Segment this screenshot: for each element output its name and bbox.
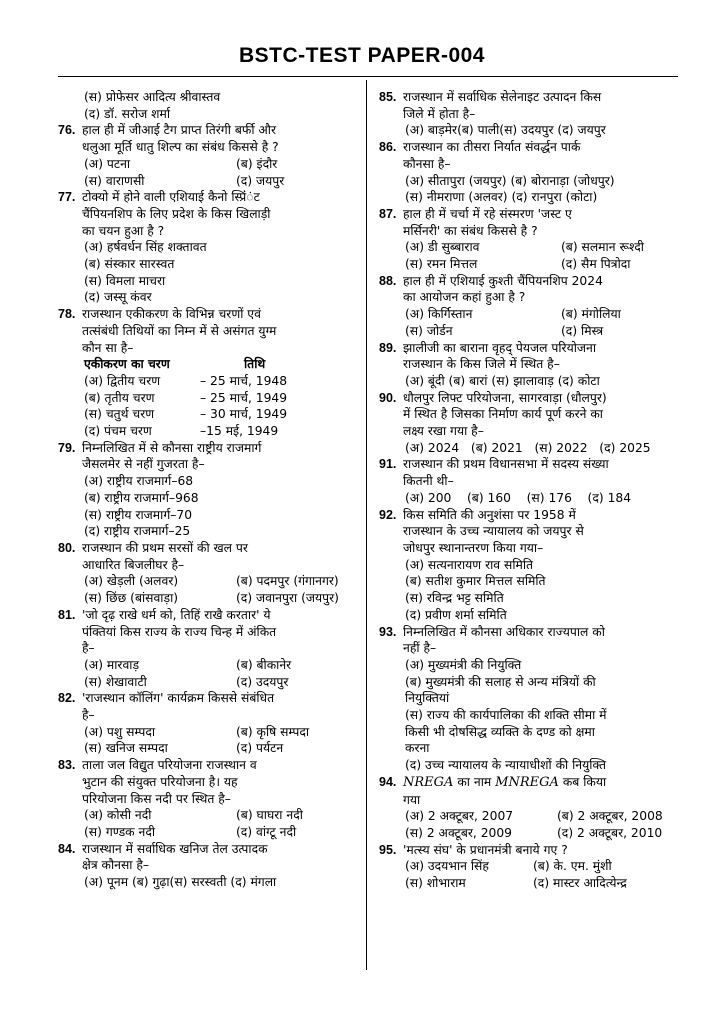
option: (स) नीमराणा (अलवर) (द) रानपुरा (कोटा) (405, 190, 598, 205)
option: (अ) पूनम (ब) गुढ़ा(स) सरस्वती (द) मंगला (84, 875, 277, 890)
option: (अ) बूंदी (ब) बारां (स) झालावाड़ (द) कोटा (405, 373, 600, 388)
question-78 (58, 306, 358, 356)
option: (द) मास्टर आदित्येन्द्र (533, 876, 627, 891)
question-number: 91. (379, 457, 397, 472)
option: (द) उदयपुर (236, 674, 289, 689)
question-text: का चयन हुआ है ? (82, 223, 165, 238)
question-text: 'मत्स्य संघ' के प्रधानमंत्री बनाये गए ? (403, 842, 568, 857)
question-text: धौलपुर लिफ्ट परियोजना, सागरवाड़ा (धौलपुर) (403, 390, 607, 405)
question-number: 92. (379, 507, 397, 522)
option: (अ) हर्षवर्धन सिंह शक्तावत (84, 240, 207, 255)
question-90 (379, 390, 683, 440)
option: (द) राष्ट्रीय राजमार्ग–25 (84, 524, 191, 539)
question-text: है– (82, 708, 95, 723)
option-row (383, 239, 683, 256)
question-text: है– (82, 641, 95, 656)
option: (ब) संस्कार सारस्वत (84, 257, 175, 272)
question-text: परियोजना किस नदी पर स्थित है– (82, 791, 231, 806)
question-text: नहीं है– (403, 641, 437, 656)
option: (द) प्रवीण शर्मा समिति (405, 607, 507, 622)
option-row (62, 173, 358, 190)
acronym: MNREGA (495, 774, 559, 790)
option-row (62, 573, 358, 590)
table-row (62, 423, 358, 440)
table-row (62, 406, 358, 423)
question-84 (58, 841, 358, 874)
page-title: BSTC-TEST PAPER-004 (239, 44, 485, 67)
option: (द) वांग्टू नदी (236, 824, 297, 839)
option: करना (405, 741, 430, 756)
question-number: 89. (379, 340, 397, 355)
question-text: जैसलमेर से नहीं गुजरता है– (82, 457, 205, 472)
question-number: 94. (379, 774, 397, 789)
option-row (383, 323, 683, 340)
question-87 (379, 206, 683, 239)
option: (स) 2 अक्टूबर, 2009 (405, 825, 513, 840)
option: नियुक्तियां (405, 691, 450, 706)
question-text: राजस्थान की प्रथम सरसों की खल पर (82, 540, 248, 555)
question-number: 76. (58, 123, 76, 138)
question-text: किस समिति की अनुशंसा पर 1958 में (403, 507, 576, 522)
acronym: NREGA (403, 774, 454, 790)
option: (स) वाराणसी (84, 173, 145, 188)
question-text: ताला जल विद्युत परियोजना राजस्थान व (82, 758, 257, 773)
question-text: धलुआ मूर्ति धातु शिल्प का संबंध किससे है ? (82, 140, 279, 155)
option: (स) रविन्द्र भट्ट समिति (405, 591, 504, 606)
question-text: कौन सा है– (82, 340, 134, 355)
question-number: 83. (58, 758, 76, 773)
question-number: 82. (58, 691, 76, 706)
option: (अ) सीतापुरा (जयपुर) (ब) बोरानाड़ा (जोधपुर) (405, 173, 615, 188)
table-cell: – 25 मार्च, 1948 (200, 373, 288, 388)
question-number: 78. (58, 307, 76, 322)
option: (अ) मारवाड़ (84, 657, 140, 672)
question-number: 85. (379, 90, 397, 104)
question-text: झालीजी का बाराना वृहद् पेयजल परियोजना (403, 340, 597, 355)
option: (अ) किर्गिस्तान (405, 307, 473, 322)
option-row (62, 807, 358, 824)
question-text: आधारित बिजलीघर है– (82, 557, 185, 572)
option: (द) 2 अक्टूबर, 2010 (557, 825, 663, 840)
right-column (379, 89, 683, 892)
option: (ब) मुख्यमंत्री की सलाह से अन्य मंत्रियों की (405, 674, 596, 689)
question-number: 77. (58, 190, 76, 205)
option: (द) डॉ. सरोज शर्मा (84, 106, 171, 121)
question-text: निम्नलिखित में कौनसा अधिकार राज्यपाल को (403, 624, 605, 639)
option: (स) गण्डक नदी (84, 824, 156, 839)
option: (ब) कृषि सम्पदा (236, 724, 310, 739)
option: (अ) 200 (ब) 160 (स) 176 (द) 184 (405, 490, 632, 505)
option: (अ) बाड़मेर(ब) पाली(स) उदयपुर (द) जयपुर (405, 123, 606, 138)
table-cell: (अ) द्वितीय चरण (84, 373, 161, 388)
option: (अ) खेड़ली (अलवर) (84, 574, 179, 589)
table-cell: – 30 मार्च, 1949 (200, 407, 288, 422)
option: (ब) 2 अक्टूबर, 2008 (557, 809, 663, 824)
option: (अ) उदयभान सिंह (405, 859, 489, 874)
left-column (58, 89, 358, 891)
option: (स) शेखावाटी (84, 674, 147, 689)
question-82 (58, 690, 358, 723)
option: (अ) 2024 (ब) 2021 (स) 2022 (द) 2025 (405, 440, 651, 455)
question-93 (379, 624, 683, 657)
question-text: राजस्थान का तीसरा निर्यात संवर्द्धन पार्क (403, 140, 581, 155)
table-row (62, 390, 358, 407)
question-89 (379, 340, 683, 373)
option: (द) पर्यटन (236, 741, 284, 756)
question-number: 93. (379, 624, 397, 639)
question-text: भुटान की संयुक्त परियोजना है। यह (82, 774, 238, 789)
option: (अ) मुख्यमंत्री की नियुक्ति (405, 657, 522, 672)
text-fragment: का नाम (453, 774, 496, 789)
option: (द) जवानपुरा (जयपुर) (236, 591, 339, 606)
question-text: 'राजस्थान कॉलिंग' कार्यक्रम किससे संबंधित (82, 691, 275, 706)
option: (ब) सतीश कुमार मित्तल समिति (405, 574, 546, 589)
option: (अ) पशु सम्पदा (84, 724, 156, 739)
question-77 (58, 189, 358, 239)
question-number: 86. (379, 140, 397, 155)
option-row (62, 824, 358, 841)
question-text: हाल ही में चर्चा में रहे संस्मरण 'जस्ट ए (403, 206, 572, 221)
table-cell: (ब) तृतीय चरण (84, 390, 155, 405)
option: (अ) सत्यनारायण राव समिति (405, 557, 534, 572)
question-text: हाल ही में एशियाई कुश्ती चैंपियनशिप 2024 (403, 273, 603, 288)
question-text: हाल ही में जीआई टैग प्राप्त तिरंगी बर्फी और (82, 123, 277, 138)
column-header: एकीकरण का चरण (84, 357, 170, 372)
question-text: कितनी थी– (403, 474, 454, 489)
option: (स) विमला माचरा (84, 273, 166, 288)
question-text: का आयोजन कहां हुआ है ? (403, 290, 526, 305)
question-80 (58, 540, 358, 573)
question-81 (58, 607, 358, 657)
question-text (403, 774, 683, 792)
question-text: कौनसा है– (403, 156, 451, 171)
question-text: राजस्थान में सर्वाधिक सेलेनाइट उत्पादन किस (403, 90, 602, 104)
question-text: चैंपियनशिप के लिए प्रदेश के किस खिलाड़ी (82, 206, 271, 221)
question-text: राजस्थान में सर्वाधिक खनिज तेल उत्पादक (82, 841, 268, 856)
question-text: टोक्यो में होने वाली एशियाई कैनो स्प्रिंंंट (82, 190, 260, 205)
table-cell: (द) पंचम चरण (84, 424, 152, 439)
option: (ब) राष्ट्रीय राजमार्ग–968 (84, 490, 199, 505)
question-79 (58, 440, 358, 473)
column-divider (366, 80, 367, 970)
option-row (383, 256, 683, 273)
question-text: 'जो दृढ़ राखे धर्म को, तिहिं राखै करतार' ये (82, 607, 271, 622)
option-row (62, 657, 358, 674)
question-92 (379, 507, 683, 557)
option-row (62, 156, 358, 173)
option: (ब) पदमपुर (गंगानगर) (236, 574, 339, 589)
question-text: में स्थित है जिसका निर्माण कार्य पूर्ण करने का (403, 407, 603, 422)
option: (द) जयपुर (236, 173, 285, 188)
question-text: जोधपुर स्थानान्तरण किया गया– (403, 540, 544, 555)
option: (ब) के. एम. मुंशी (533, 859, 612, 874)
question-88 (379, 273, 683, 306)
option: (द) उच्च न्यायालय के न्यायाधीशों की नियुक्ति (405, 758, 607, 773)
option: (स) राज्य की कार्यपालिका की शक्ति सीमा में (405, 708, 607, 723)
question-text: क्षेत्र कौनसा है– (82, 858, 150, 873)
option-row (62, 674, 358, 691)
question-number: 84. (58, 841, 76, 856)
question-number: 88. (379, 273, 397, 288)
question-text: राजस्थान की प्रथम विधानसभा में सदस्य संख्या (403, 457, 609, 472)
question-number: 87. (379, 206, 397, 221)
option-row (383, 306, 683, 323)
question-text: मर्सिनरी' का संबंध किससे है ? (403, 223, 538, 238)
question-95 (379, 842, 683, 859)
option: (स) खनिज सम्पदा (84, 741, 168, 756)
question-text: तत्संबंधी तिथियों का निम्न में से असंगत युग्म (82, 323, 277, 338)
title-rule (58, 76, 678, 77)
question-text: राजस्थान के किस जिले में स्थित है– (403, 357, 560, 372)
question-number: 80. (58, 540, 76, 555)
option: (ब) सलमान रूश्दी (561, 240, 644, 255)
question-91 (379, 456, 683, 489)
option: (द) जस्सू कंवर (84, 290, 152, 305)
option: किसी भी दोषसिद्ध व्यक्ति के दण्ड को क्षमा (405, 724, 595, 739)
option: (अ) पटना (84, 156, 131, 171)
option: (ब) घाघरा नदी (236, 808, 303, 823)
option: (अ) 2 अक्टूबर, 2007 (405, 809, 514, 824)
question-text: लक्ष्य रखा गया है– (403, 424, 484, 439)
option: (स) शोभाराम (405, 876, 466, 891)
table-header (62, 356, 358, 373)
question-76 (58, 122, 358, 155)
option-row (383, 808, 683, 825)
option-row (383, 825, 683, 842)
table-cell: – 25 मार्च, 1949 (200, 390, 288, 405)
question-text: निम्नलिखित में से कौनसा राष्ट्रीय राजमार्ग (82, 440, 262, 455)
column-header: तिथि (244, 357, 266, 372)
table-row (62, 373, 358, 390)
option: (अ) डी सुब्बाराव (405, 240, 480, 255)
question-number: 81. (58, 607, 76, 622)
text-fragment: कब किया (558, 774, 607, 789)
question-text: राजस्थान के उच्च न्यायालय को जयपुर से (403, 524, 584, 539)
option-row (383, 858, 683, 875)
option: (ब) बीकानेर (236, 657, 292, 672)
option: (स) छिंछ (बांसवाड़ा) (84, 591, 179, 606)
question-number: 79. (58, 440, 76, 455)
question-text: पंक्तियां किस राज्य के राज्य चिन्ह में अंकित (82, 624, 277, 639)
option: (ब) मंगोलिया (561, 307, 621, 322)
question-number: 95. (379, 842, 397, 857)
option: (अ) कोसी नदी (84, 808, 152, 823)
option: (द) सैम पित्रोदा (561, 257, 631, 272)
option: (ब) इंदौर (236, 156, 278, 171)
question-94 (379, 774, 683, 808)
question-text: जिले में होता है– (403, 106, 476, 121)
option: (स) प्रोफेसर आदित्य श्रीवास्तव (84, 90, 221, 104)
option-row (62, 740, 358, 757)
option: (स) राष्ट्रीय राजमार्ग–70 (84, 507, 193, 522)
table-cell: –15 मई, 1949 (200, 424, 279, 439)
table-cell: (स) चतुर्थ चरण (84, 407, 155, 422)
option-row (383, 875, 683, 892)
question-83 (58, 757, 358, 807)
option: (स) जोर्डन (405, 323, 453, 338)
question-number: 90. (379, 390, 397, 405)
question-text: राजस्थान एकीकरण के विभिन्न चरणों एवं (82, 307, 261, 322)
question-85 (379, 89, 683, 122)
question-86 (379, 139, 683, 172)
option-row (62, 590, 358, 607)
question-text: गया (403, 792, 421, 807)
option-row (62, 724, 358, 741)
option: (स) रमन मित्तल (405, 257, 478, 272)
option: (द) मिस्त्र (561, 323, 604, 338)
option: (अ) राष्ट्रीय राजमार्ग–68 (84, 474, 194, 489)
